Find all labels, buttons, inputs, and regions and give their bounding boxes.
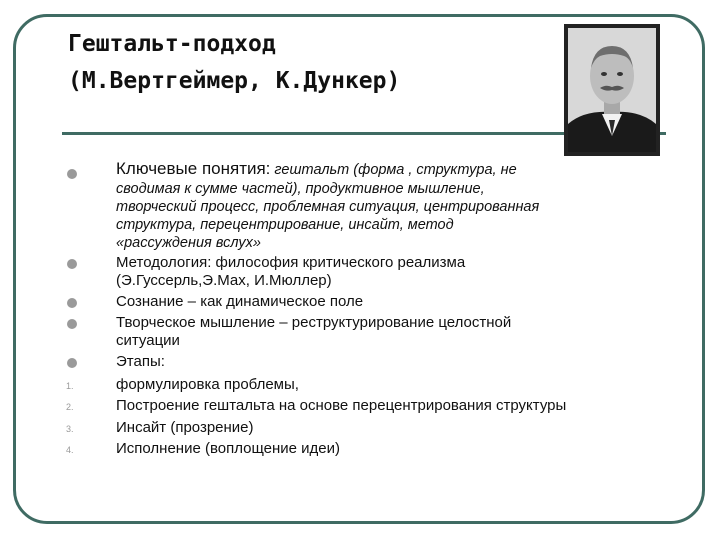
slide-title: [68, 26, 538, 100]
bullet-icon: [67, 298, 77, 308]
methodology-line-1: Методология: философия критического реализма: [116, 254, 466, 271]
methodology-line-2: (Э.Гуссерль,Э.Мах, И.Мюллер): [116, 272, 332, 289]
stage-number: 4.: [66, 445, 74, 455]
stage-number: 1.: [66, 381, 74, 391]
stage-text: формулировка проблемы,: [116, 376, 299, 393]
stage-number: 3.: [66, 424, 74, 434]
stages-label: Этапы:: [116, 353, 165, 370]
bullet-icon: [67, 319, 77, 329]
stage-text: Инсайт (прозрение): [116, 419, 254, 436]
creative-line-1: Творческое мышление – реструктурирование целостной: [116, 314, 512, 331]
consciousness-text: Сознание – как динамическое поле: [116, 293, 364, 310]
title-line-1: Гештальт-подход: [68, 31, 276, 57]
title-line-2: (М.Вертгеймер, К.Дункер): [68, 68, 401, 94]
stage-text: Исполнение (воплощение идеи): [116, 440, 341, 457]
key-concepts-line-3: структура, перецентрирование, инсайт, метод: [116, 217, 454, 233]
creative-line-2: ситуации: [116, 332, 180, 349]
key-concepts-line-4: «рассуждения вслух»: [116, 235, 261, 251]
stage-text: Построение гештальта на основе перецентрирования структуры: [116, 397, 567, 414]
bullet-icon: [67, 169, 77, 179]
portrait-photo-icon: [564, 24, 660, 156]
key-concepts-label: Ключевые понятия:: [116, 159, 271, 178]
bullet-icon: [67, 358, 77, 368]
bullet-icon: [67, 259, 77, 269]
stage-number: 2.: [66, 402, 74, 412]
key-concepts-line-1: сводимая к сумме частей), продуктивное мышление,: [116, 181, 485, 197]
key-concepts-line-2: творческий процесс, проблемная ситуация, центрированная: [116, 199, 540, 215]
key-concepts-text: гештальт (форма , структура, не: [270, 162, 517, 178]
